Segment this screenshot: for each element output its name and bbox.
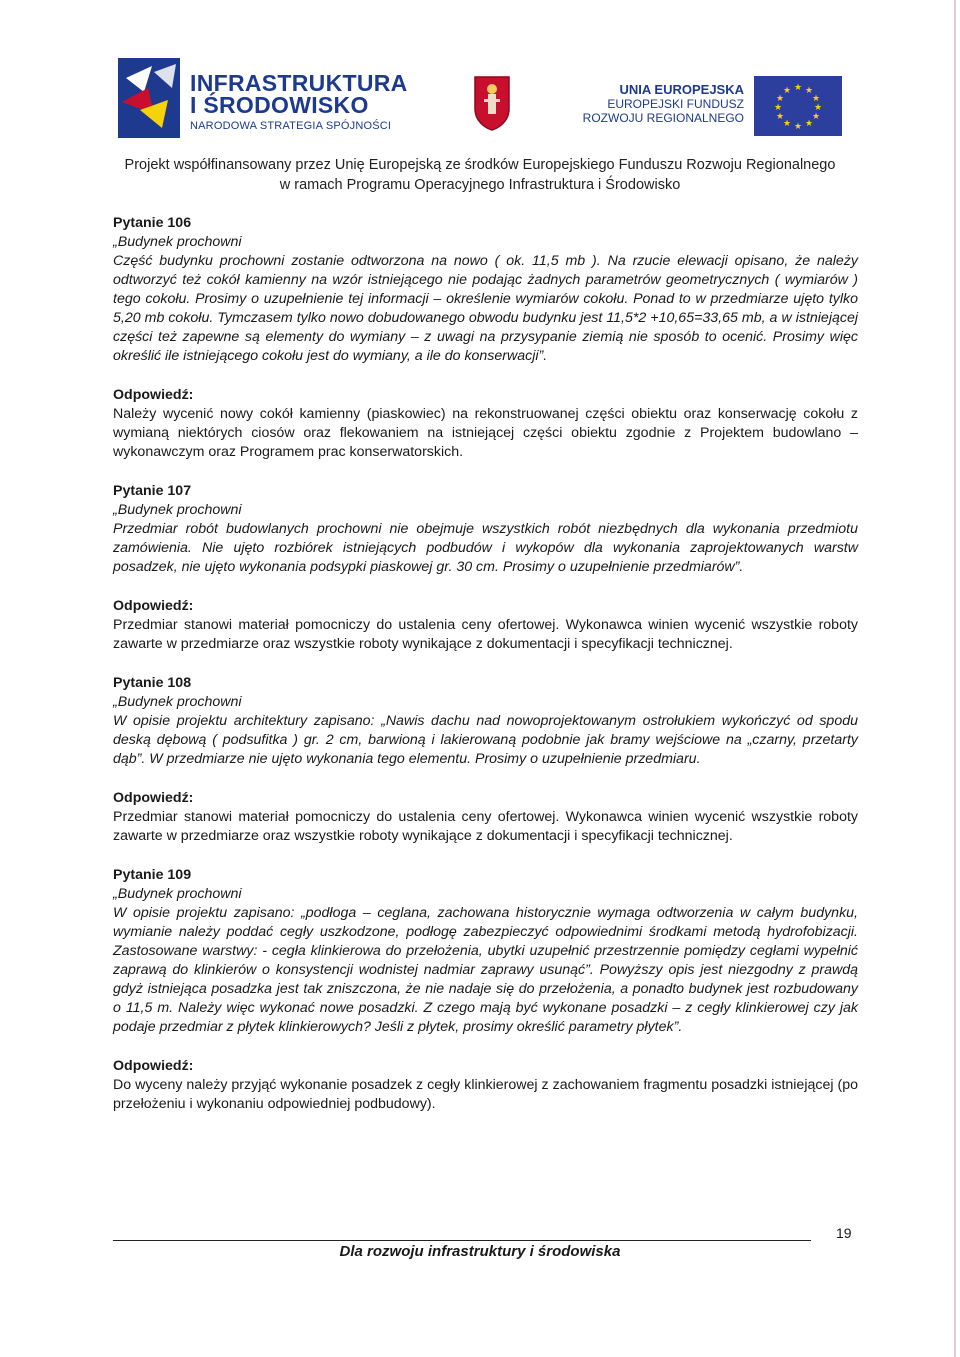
question-text: W opisie projektu zapisano: „podłoga – ceglana, zachowana historycznie wymaga odtworzenia w całym budynku, wymianie należy poddać cegły uszkodzone, podłogę zabezpieczyć odpowiednimi środkami metodą hydrofobizacji. Zastosowane warstwy: - cegła klinkierowa do przełożenia, ubytki uzupełnić przestrzennie pomiędzy cegłami wypełnić zaprawą do klinkierów o konsystencji wodnistej nadmiar zaprawy usunąć”. Powyższy opis jest niezgodny z prawdą gdyż istniejąca posadzka jest tak zniszczona, że nie nadaje się do przełożenia, a ponadto budynek jest rozbudowany o 11,5 m. Należy więc wykonać nowe posadzki. Z czego mają być wykonane posadzki – z cegły klinkierowej czy jak podaje przedmiar z płytek klinkierowych? Jeśli z płytek, prosimy określić parametry płytek”. <box>113 905 858 1035</box>
eu-logo <box>582 82 842 132</box>
svg-text:★: ★ <box>813 103 823 113</box>
svg-text:★: ★ <box>811 94 821 104</box>
infrastruktura-logo <box>118 58 408 138</box>
question-subject: „Budynek prochowni <box>113 234 242 250</box>
svg-text:★: ★ <box>782 86 792 96</box>
logo-subtitle: NARODOWA STRATEGIA SPÓJNOŚCI <box>190 120 392 132</box>
footer-divider <box>113 1240 811 1241</box>
svg-text:★: ★ <box>793 122 803 132</box>
eu-flag-icon <box>754 76 842 136</box>
question-subject: „Budynek prochowni <box>113 694 242 710</box>
logo-emblem-icon <box>118 58 188 138</box>
answer-label: Odpowiedź: <box>113 387 194 403</box>
page-header <box>0 0 960 200</box>
svg-text:★: ★ <box>773 103 783 113</box>
city-crest-icon <box>473 75 511 131</box>
answer-label: Odpowiedź: <box>113 790 194 806</box>
cofinancing-note <box>0 155 960 195</box>
question-109 <box>113 866 858 1114</box>
answer-label: Odpowiedź: <box>113 598 194 614</box>
answer-text: Do wyceny należy przyjąć wykonanie posadzek z cegły klinkierowej z zachowaniem fragmentu posadzki istniejącej (po przełożeniu i wykonaniu odpowiedniej podbudowy). <box>113 1077 858 1112</box>
eu-subtitle-2: ROZWOJU REGIONALNEGO <box>582 111 744 125</box>
question-title: Pytanie 107 <box>113 483 192 499</box>
answer-text: Należy wycenić nowy cokół kamienny (piaskowiec) na rekonstruowanej części obiektu oraz konserwację cokołu z wymianą niektórych ciosów oraz flekowaniem na istniejącej części obiektu zgodnie z Projektem budowlano – wykonawczym oraz Programem prac konserwatorskich. <box>113 406 858 460</box>
svg-text:★: ★ <box>793 83 803 93</box>
question-text: W opisie projektu architektury zapisano: „Nawis dachu nad nowoprojektowanym ostrołukiem wykończyć od spodu deską dębową ( podsufitka ) gr. 2 cm, barwioną i lakierowaną podobnie jak bramy wejściowe na „czarny, przetarty dąb”. W przedmiarze nie ujęto wykonania tego elementu. Prosimy o uzupełnienie przedmiaru. <box>113 713 858 767</box>
svg-text:★: ★ <box>782 119 792 129</box>
question-text: Część budynku prochowni zostanie odtworzona na nowo ( ok. 11,5 mb ). Na rzucie elewacji opisano, że należy odtworzyć też cokół kamienny na wzór istniejącego nie podając żadnych parametrów geometrycznych ( wymiarów ) tego cokołu. Prosimy o uzupełnienie tej informacji – określenie wymiarów cokołu. Ponad to w przedmiarze ujęto tylko 5,20 mb cokołu. Tymczasem tylko nowo dobudowanego obwodu budynku jest 11,5*2 +10,65=33,65 mb, a w istniejącej części też zapewne są elementy do wymiany – z uwagi na przysypanie ziemią nie sposób to ocenić. Prosimy więc określić ile istniejącego cokołu jest do wymiany, a ile do konserwacji”. <box>113 253 858 364</box>
cofinancing-line-2: w ramach Programu Operacyjnego Infrastruktura i Środowisko <box>279 177 681 193</box>
page-number: 19 <box>836 1225 852 1241</box>
question-107 <box>113 482 858 654</box>
cofinancing-line-1: Projekt współfinansowany przez Unię Europejską ze środków Europejskiego Funduszu Rozwoju Regionalnego <box>124 157 836 173</box>
scan-margin-line <box>954 0 956 1357</box>
question-title: Pytanie 106 <box>113 215 192 231</box>
answer-text: Przedmiar stanowi materiał pomocniczy do ustalenia ceny ofertowej. Wykonawca winien wycenić wszystkie roboty zawarte w przedmiarze oraz wszystkie roboty wynikające z dokumentacji i specyfikacji technicznej. <box>113 617 858 652</box>
logo-title: INFRASTRUKTURA I ŚRODOWISKO <box>190 70 408 118</box>
svg-text:★: ★ <box>804 86 814 96</box>
document-body <box>113 214 858 1134</box>
svg-text:★: ★ <box>811 112 821 122</box>
question-title: Pytanie 108 <box>113 675 192 691</box>
footer-slogan: Dla rozwoju infrastruktury i środowiska <box>339 1243 621 1260</box>
svg-text:★: ★ <box>775 112 785 122</box>
question-subject: „Budynek prochowni <box>113 886 242 902</box>
eu-logo-text <box>583 82 744 125</box>
eu-title: UNIA EUROPEJSKA <box>619 82 744 97</box>
answer-text: Przedmiar stanowi materiał pomocniczy do ustalenia ceny ofertowej. Wykonawca winien wycenić wszystkie roboty zawarte w przedmiarze oraz wszystkie roboty wynikające z dokumentacji i specyfikacji technicznej. <box>113 809 858 844</box>
svg-text:★: ★ <box>775 94 785 104</box>
question-106 <box>113 214 858 462</box>
question-text: Przedmiar robót budowlanych prochowni nie obejmuje wszystkich robót niezbędnych dla wykonania przedmiotu zamówienia. Nie ujęto rozbiórek istniejących podbudów i wykopów dla wykonania zaprojektowanych warstw posadzek, nie ujęto wykonania podsypki piaskowej gr. 30 cm. Prosimy o uzupełnienie przedmiarów”. <box>113 521 858 575</box>
question-subject: „Budynek prochowni <box>113 502 242 518</box>
question-108 <box>113 674 858 846</box>
eu-subtitle-1: EUROPEJSKI FUNDUSZ <box>607 97 744 111</box>
question-title: Pytanie 109 <box>113 867 192 883</box>
answer-label: Odpowiedź: <box>113 1058 194 1074</box>
svg-text:★: ★ <box>804 119 814 129</box>
